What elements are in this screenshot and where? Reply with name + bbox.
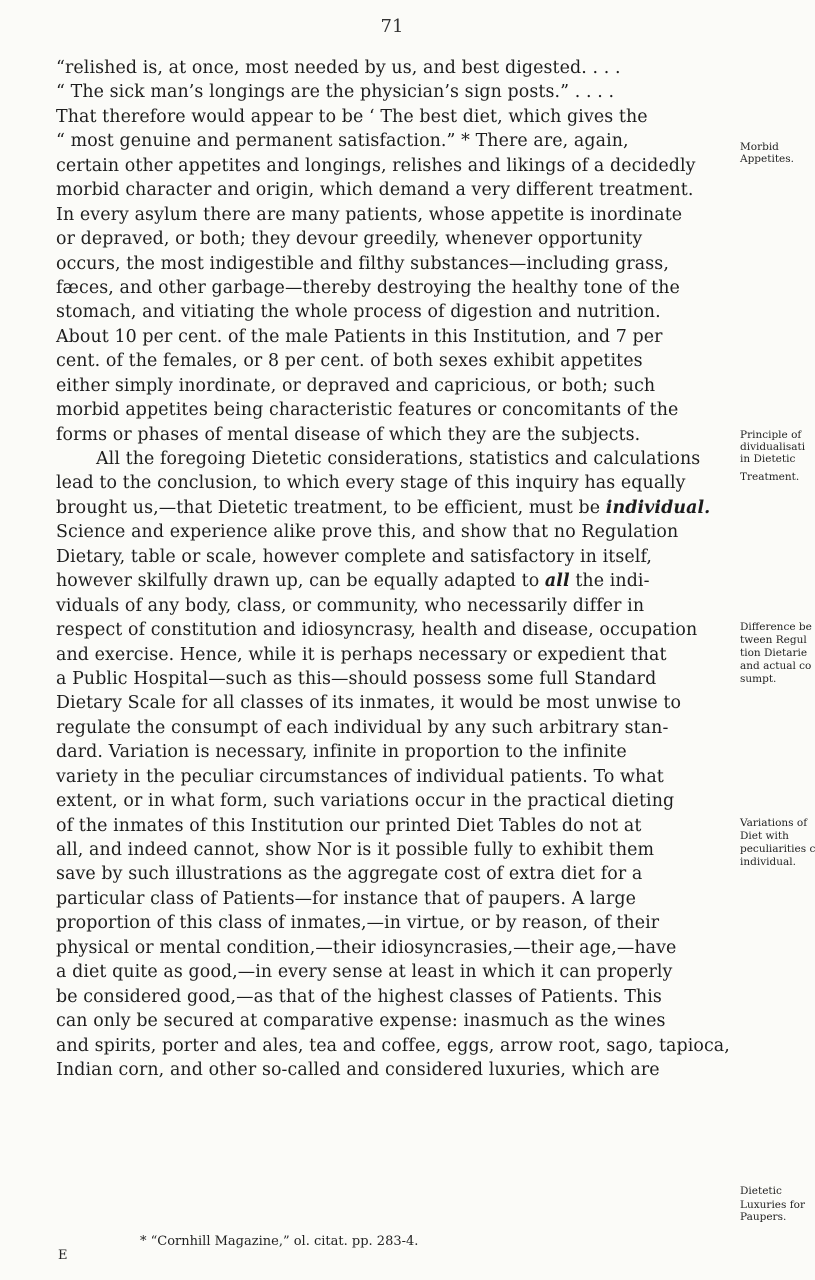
- text-line: physical or mental condition,—their idiosyncrasies,—their age,—have: [56, 937, 677, 958]
- margin-note: in Dietetic: [740, 453, 796, 465]
- text-line: morbid character and origin, which demand a very different treatment.: [56, 180, 694, 201]
- footnote: * “Cornhill Magazine,” ol. citat. pp. 283-4.: [140, 1234, 419, 1249]
- margin-note: Dietetic: [740, 1185, 782, 1197]
- text-line: All the foregoing Dietetic considerations, statistics and calculations: [96, 449, 701, 469]
- text-line: About 10 per cent. of the male Patients in this Institution, and 7 per: [56, 326, 663, 347]
- text-line: variety in the peculiar circumstances of individual patients. To what: [56, 766, 664, 787]
- margin-note: Morbid: [740, 141, 779, 153]
- text-line: of the inmates of this Institution our printed Diet Tables do not at: [56, 815, 642, 836]
- text-line: proportion of this class of inmates,—in virtue, or by reason, of their: [56, 913, 660, 934]
- margin-note: Paupers.: [740, 1211, 787, 1223]
- margin-note: Diet with: [740, 830, 789, 842]
- text-line: a diet quite as good,—in every sense at least in which it can properly: [56, 962, 673, 983]
- text-line: Indian corn, and other so-called and considered luxuries, which are: [56, 1059, 660, 1080]
- text-line: cent. of the females, or 8 per cent. of both sexes exhibit appetites: [56, 351, 643, 372]
- text-line: That therefore would appear to be ‘ The best diet, which gives the: [56, 106, 648, 127]
- text-line-part: brought us,—that Dietetic treatment, to be efficient, must be: [56, 497, 601, 518]
- text-line: Dietary, table or scale, however complete and satisfactory in itself,: [56, 546, 652, 567]
- margin-note: Appetites.: [740, 153, 794, 165]
- body-text: [56, 56, 742, 1082]
- margin-note: individual.: [740, 856, 796, 868]
- text-line: stomach, and vitiating the whole process of digestion and nutrition.: [56, 302, 661, 323]
- text-line: a Public Hospital—such as this—should possess some full Standard: [56, 668, 657, 689]
- text-line: and exercise. Hence, while it is perhaps necessary or expedient that: [56, 644, 667, 665]
- text-line: either simply inordinate, or depraved and capricious, or both; such: [56, 375, 656, 396]
- margin-note: Principle of: [740, 429, 802, 441]
- emphasis-all: all: [544, 571, 570, 592]
- margin-note: Treatment.: [740, 471, 800, 483]
- text-line: respect of constitution and idiosyncrasy, health and disease, occupation: [56, 620, 698, 641]
- text-line: certain other appetites and longings, relishes and likings of a decidedly: [56, 155, 696, 176]
- text-line: In every asylum there are many patients, whose appetite is inordinate: [56, 204, 683, 225]
- text-line: all, and indeed cannot, show Nor is it possible fully to exhibit them: [56, 840, 655, 860]
- text-line: “ The sick man’s longings are the physician’s sign posts.” . . . .: [56, 82, 615, 103]
- text-line: or depraved, or both; they devour greedily, whenever opportunity: [56, 229, 643, 250]
- text-line: dard. Variation is necessary, infinite in proportion to the infinite: [56, 742, 627, 763]
- text-line: Science and experience alike prove this, and show that no Regulation: [56, 522, 679, 543]
- text-line: morbid appetites being characteristic features or concomitants of the: [56, 400, 679, 421]
- text-line: be considered good,—as that of the highest classes of Patients. This: [56, 986, 662, 1007]
- margin-note: and actual co: [740, 660, 812, 672]
- text-line: “relished is, at once, most needed by us, and best digested. . . .: [56, 58, 621, 78]
- text-line: fæces, and other garbage—thereby destroying the healthy tone of the: [56, 277, 680, 298]
- page-number: 71: [380, 16, 404, 37]
- text-line: “ most genuine and permanent satisfaction.” * There are, again,: [56, 131, 629, 152]
- margin-note: Variations of: [740, 817, 808, 829]
- text-line-part: however skilfully drawn up, can be equally adapted to: [56, 571, 540, 592]
- signature-mark: E: [58, 1248, 68, 1263]
- text-line: Dietary Scale for all classes of its inmates, it would be most unwise to: [56, 693, 682, 714]
- text-line: [56, 569, 742, 593]
- text-line: lead to the conclusion, to which every stage of this inquiry has equally: [56, 473, 686, 494]
- margin-note: peculiarities c: [740, 843, 815, 855]
- text-line: regulate the consumpt of each individual by any such arbitrary stan-: [56, 717, 669, 738]
- text-line: [56, 496, 742, 520]
- emphasis-individual: individual.: [605, 497, 711, 518]
- text-line: save by such illustrations as the aggregate cost of extra diet for a: [56, 864, 643, 885]
- text-line: forms or phases of mental disease of which they are the subjects.: [56, 424, 641, 445]
- margin-note: Luxuries for: [740, 1199, 805, 1211]
- text-line: particular class of Patients—for instance that of paupers. A large: [56, 888, 637, 909]
- text-line: can only be secured at comparative expense: inasmuch as the wines: [56, 1011, 666, 1032]
- text-line: viduals of any body, class, or community, who necessarily differ in: [56, 595, 645, 616]
- margin-note: tween Regul: [740, 634, 807, 646]
- margin-note: Difference be: [740, 621, 812, 633]
- text-line: extent, or in what form, such variations occur in the practical dieting: [56, 791, 675, 812]
- margin-note: sumpt.: [740, 673, 777, 685]
- text-line: occurs, the most indigestible and filthy substances—including grass,: [56, 253, 669, 274]
- text-line: and spirits, porter and ales, tea and coffee, eggs, arrow root, sago, tapioca,: [56, 1035, 730, 1056]
- margin-note: dividualisati: [740, 441, 806, 453]
- text-line-part: the indi-: [569, 571, 650, 592]
- margin-note: tion Dietarie: [740, 647, 808, 659]
